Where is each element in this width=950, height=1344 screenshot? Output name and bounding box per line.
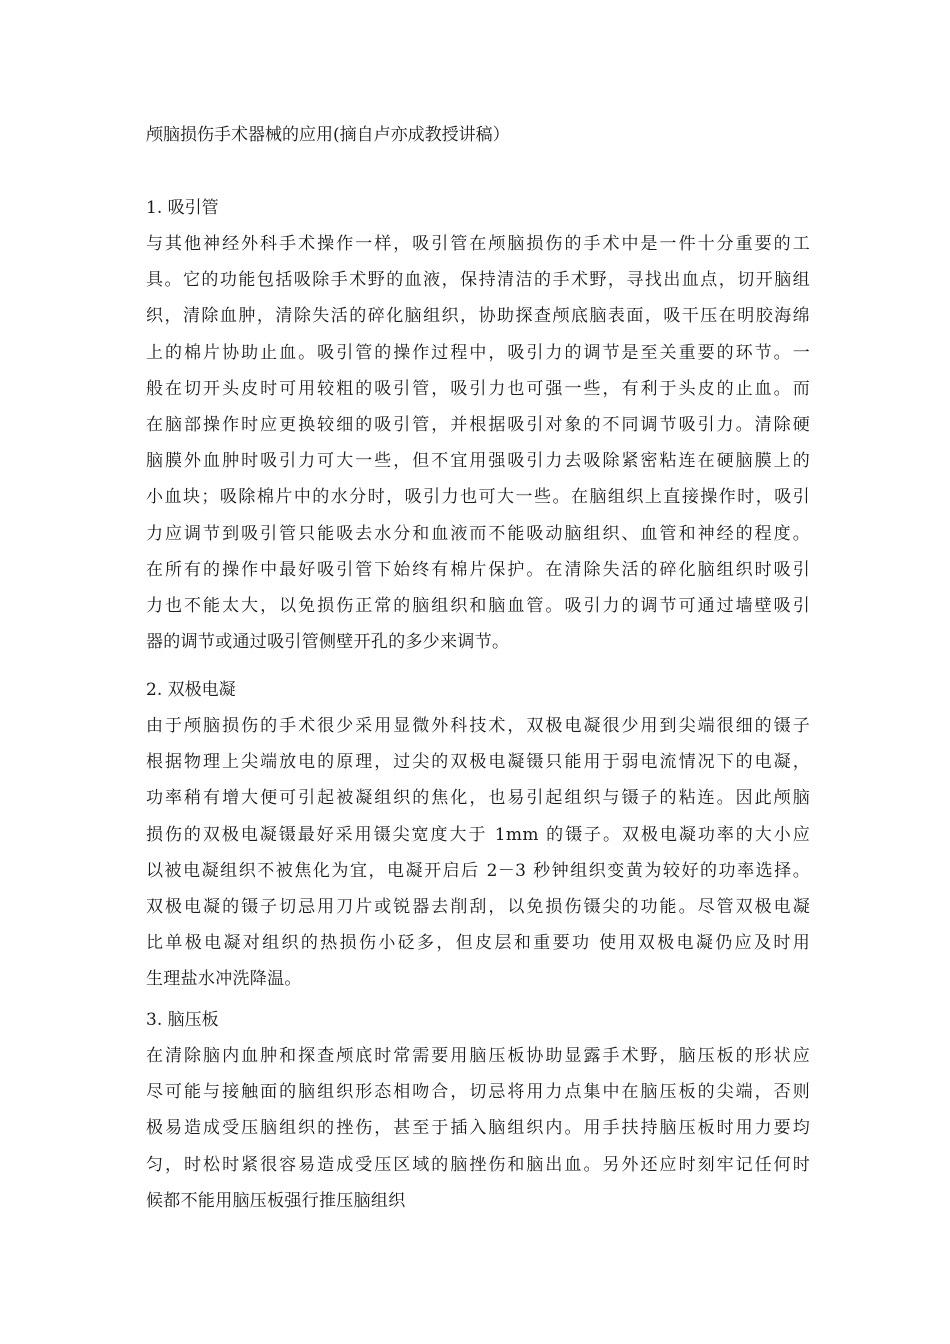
section-bipolar-coagulation xyxy=(146,672,810,998)
section-paragraph xyxy=(146,708,810,998)
paragraph-line: 力应调节到吸引管只能吸去水分和血液而不能吸动脑组织、血管和神经的程度。 xyxy=(146,523,810,544)
paragraph-line: 在所有的操作中最好吸引管下始终有棉片保护。在清除失活的碎化脑组织时吸引 xyxy=(146,559,810,580)
paragraph-line: 由于颅脑损伤的手术很少采用显微外科技术，双极电凝很少用到尖端很细的镊子 xyxy=(146,716,810,736)
paragraph-line: 在脑部操作时应更换较细的吸引管，并根据吸引对象的不同调节吸引力。清除硬 xyxy=(146,414,810,435)
section-suction-tube xyxy=(146,190,810,660)
paragraph-line: 损伤的双极电凝镊最好采用镊尖宽度大于 1mm 的镊子。双极电凝功率的大小应 xyxy=(146,824,810,845)
paragraph-line: 双极电凝的镊子切忌用刀片或锐器去削刮，以免损伤镊尖的功能。尽管双极电凝 xyxy=(146,896,810,917)
paragraph-line: 功率稍有增大便可引起被凝组织的焦化，也易引起组织与镊子的粘连。因此颅脑 xyxy=(146,788,810,809)
section-paragraph xyxy=(146,1038,810,1219)
section-heading: 2. 双极电凝 xyxy=(146,680,236,700)
paragraph-line: 生理盐水冲洗降温。 xyxy=(146,969,302,990)
section-heading: 3. 脑压板 xyxy=(146,1010,219,1030)
paragraph-line: 以被电凝组织不被焦化为宜，电凝开启后 2－3 秒钟组织变黄为较好的功率选择。 xyxy=(146,860,810,881)
paragraph-line: 力也不能太大，以免损伤正常的脑组织和脑血管。吸引力的调节可通过墙壁吸引 xyxy=(146,595,810,616)
section-brain-retractor xyxy=(146,1002,810,1219)
paragraph-line: 与其他神经外科手术操作一样，吸引管在颅脑损伤的手术中是一件十分重要的工 xyxy=(146,234,810,254)
paragraph-line: 般在切开头皮时可用较粗的吸引管，吸引力也可强一些，有利于头皮的止血。而 xyxy=(146,378,810,399)
paragraph-line: 尽可能与接触面的脑组织形态相吻合，切忌将用力点集中在脑压板的尖端，否则 xyxy=(146,1082,810,1103)
paragraph-line: 脑膜外血肿时吸引力可大一些，但不宜用强吸引力去吸除紧密粘连在硬脑膜上的 xyxy=(146,451,810,472)
paragraph-line: 在清除脑内血肿和探查颅底时常需要用脑压板协助显露手术野，脑压板的形状应 xyxy=(146,1046,810,1066)
paragraph-line: 根据物理上尖端放电的原理，过尖的双极电凝镊只能用于弱电流情况下的电凝， xyxy=(146,752,810,773)
paragraph-line: 具。它的功能包括吸除手术野的血液，保持清洁的手术野，寻找出血点，切开脑组 xyxy=(146,270,810,291)
section-heading: 1. 吸引管 xyxy=(146,198,219,218)
paragraph-line: 器的调节或通过吸引管侧壁开孔的多少来调节。 xyxy=(146,632,510,653)
paragraph-line: 匀，时松时紧很容易造成受压区域的脑挫伤和脑出血。另外还应时刻牢记任何时 xyxy=(146,1154,810,1175)
paragraph-line: 织，清除血肿，清除失活的碎化脑组织，协助探查颅底脑表面，吸干压在明胶海绵 xyxy=(146,306,810,327)
paragraph-line: 比单极电凝对组织的热损伤小砭多，但皮层和重要功 使用双极电凝仍应及时用 xyxy=(146,933,810,954)
paragraph-line: 候都不能用脑压板强行推压脑组织 xyxy=(146,1190,406,1211)
paragraph-line: 小血块；吸除棉片中的水分时，吸引力也可大一些。在脑组织上直接操作时，吸引 xyxy=(146,487,810,508)
document-title: 颅脑损伤手术器械的应用(摘自卢亦成教授讲稿） xyxy=(146,125,510,145)
section-paragraph xyxy=(146,226,810,660)
paragraph-line: 极易造成受压脑组织的挫伤，甚至于插入脑组织内。用手扶持脑压板时用力要均 xyxy=(146,1118,810,1139)
paragraph-line: 上的棉片协助止血。吸引管的操作过程中，吸引力的调节是至关重要的环节。一 xyxy=(146,342,810,363)
